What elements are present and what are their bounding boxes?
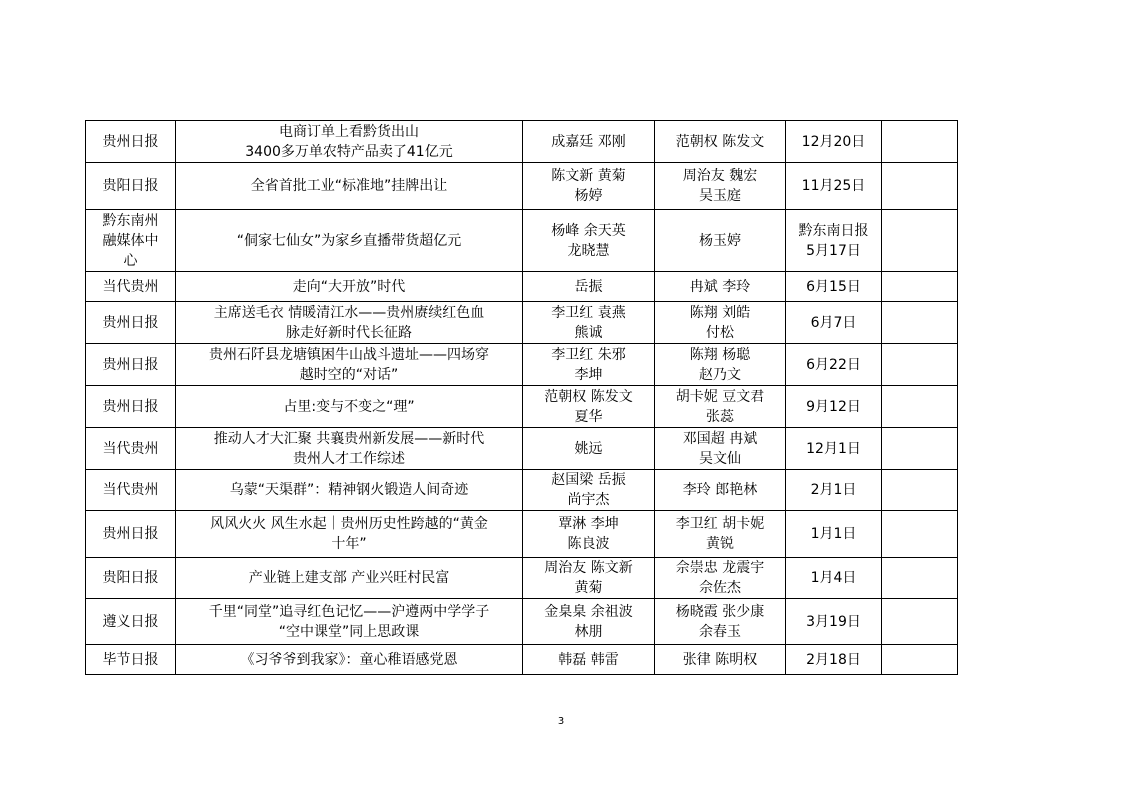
date-cell [786, 210, 882, 272]
outlet-text: 贵阳日报 [102, 570, 159, 586]
date-text: 3月19日 [806, 613, 861, 630]
date-text: 9月12日 [806, 398, 861, 415]
authors-cell [523, 558, 655, 599]
editors-text: 胡卡妮 豆文君 张蕊 [675, 388, 765, 425]
editors-text: 冉斌 李玲 [689, 278, 751, 295]
authors-cell [523, 470, 655, 511]
editors-cell [655, 645, 786, 675]
authors-cell [523, 344, 655, 386]
title-text: 产业链上建支部 产业兴旺村民富 [248, 570, 450, 586]
outlet-text: 贵州日报 [102, 398, 159, 415]
empty-cell [882, 272, 958, 302]
date-cell [786, 386, 882, 428]
title-cell [176, 302, 523, 344]
date-text: 6月22日 [806, 356, 861, 373]
outlet-text: 贵州日报 [102, 356, 159, 373]
table-row [86, 121, 958, 163]
title-text: 推动人才大汇聚 共襄贵州新发展——新时代 贵州人才工作综述 [213, 430, 485, 467]
date-text: 2月18日 [806, 651, 861, 668]
editors-cell [655, 558, 786, 599]
authors-text: 范朝权 陈发文 夏华 [544, 388, 633, 425]
table-row [86, 558, 958, 599]
date-text: 6月7日 [810, 314, 857, 331]
authors-cell [523, 272, 655, 302]
editors-text: 李卫红 胡卡妮 黄锐 [675, 516, 765, 552]
title-cell [176, 210, 523, 272]
title-cell [176, 428, 523, 470]
editors-text: 周治友 魏宏 吴玉庭 [682, 168, 758, 204]
editors-cell [655, 344, 786, 386]
date-cell [786, 428, 882, 470]
outlet-cell [86, 302, 176, 344]
date-text: 11月25日 [801, 178, 866, 194]
date-cell [786, 599, 882, 645]
title-text: 千里“同堂”追寻红色记忆——沪遵两中学学子 “空中课堂”同上思政课 [208, 603, 490, 640]
table-row [86, 428, 958, 470]
authors-text: 岳振 [574, 278, 603, 295]
outlet-cell [86, 210, 176, 272]
table-row [86, 163, 958, 210]
empty-cell [882, 344, 958, 386]
outlet-text: 遵义日报 [102, 613, 159, 630]
date-cell [786, 470, 882, 511]
editors-cell [655, 470, 786, 511]
editors-text: 邓国超 冉斌 吴文仙 [682, 430, 758, 467]
date-text: 12月20日 [801, 133, 866, 150]
outlet-text: 当代贵州 [102, 278, 159, 295]
table-row [86, 210, 958, 272]
table-row [86, 344, 958, 386]
editors-cell [655, 121, 786, 163]
date-cell [786, 645, 882, 675]
authors-text: 覃淋 李坤 陈良波 [558, 516, 619, 552]
title-cell [176, 511, 523, 558]
outlet-text: 贵州日报 [102, 314, 159, 331]
outlet-cell [86, 386, 176, 428]
editors-text: 佘崇忠 龙震宇 佘佐杰 [675, 560, 765, 596]
outlet-cell [86, 599, 176, 645]
date-text: 6月15日 [806, 278, 861, 295]
outlet-cell [86, 511, 176, 558]
outlet-text: 当代贵州 [102, 482, 159, 498]
editors-cell [655, 428, 786, 470]
table-row [86, 302, 958, 344]
date-text: 1月1日 [810, 526, 857, 542]
authors-text: 杨峰 余天英 龙晓慧 [551, 222, 626, 259]
empty-cell [882, 428, 958, 470]
editors-text: 杨玉婷 [699, 232, 741, 249]
date-cell [786, 302, 882, 344]
title-text: “侗家七仙女”为家乡直播带货超亿元 [236, 232, 462, 249]
outlet-cell [86, 428, 176, 470]
authors-text: 韩磊 韩雷 [558, 651, 619, 668]
table-row [86, 645, 958, 675]
outlet-text: 毕节日报 [102, 651, 159, 668]
authors-text: 姚远 [574, 440, 603, 457]
empty-cell [882, 210, 958, 272]
table-row [86, 272, 958, 302]
authors-text: 金臬臬 余祖波 林朋 [544, 603, 633, 640]
title-cell [176, 645, 523, 675]
authors-text: 周治友 陈文新 黄菊 [544, 560, 633, 596]
date-cell [786, 344, 882, 386]
date-cell [786, 272, 882, 302]
editors-cell [655, 599, 786, 645]
title-cell [176, 558, 523, 599]
empty-cell [882, 121, 958, 163]
editors-cell [655, 272, 786, 302]
outlet-text: 当代贵州 [102, 440, 159, 457]
editors-text: 范朝权 陈发文 [675, 133, 765, 150]
empty-cell [882, 302, 958, 344]
title-text: 贵州石阡县龙塘镇困牛山战斗遗址——四场穿 越时空的“对话” [209, 346, 489, 383]
title-text: 乌蒙“天渠群”：精神钢火锻造人间奇迹 [229, 482, 469, 498]
outlet-cell [86, 470, 176, 511]
date-text: 12月1日 [806, 440, 861, 457]
title-cell [176, 272, 523, 302]
outlet-text: 贵阳日报 [102, 178, 159, 194]
title-cell [176, 599, 523, 645]
outlet-cell [86, 272, 176, 302]
page-number: 3 [557, 716, 565, 727]
authors-cell [523, 302, 655, 344]
title-text: 电商订单上看黔货出山 3400多万单农特产品卖了41亿元 [245, 123, 453, 160]
title-text: 《习爷爷到我家》：童心稚语感党恩 [240, 651, 458, 668]
editors-text: 陈翔 刘皓 付松 [689, 304, 751, 341]
empty-cell [882, 558, 958, 599]
outlet-cell [86, 163, 176, 210]
empty-cell [882, 511, 958, 558]
outlet-cell [86, 121, 176, 163]
date-cell [786, 558, 882, 599]
title-cell [176, 121, 523, 163]
table-row [86, 599, 958, 645]
outlet-cell [86, 645, 176, 675]
authors-text: 李卫红 袁燕 熊诚 [551, 304, 626, 341]
authors-cell [523, 428, 655, 470]
title-cell [176, 470, 523, 511]
date-cell [786, 121, 882, 163]
empty-cell [882, 645, 958, 675]
title-cell [176, 386, 523, 428]
title-text: 占里:变与不变之“理” [283, 398, 415, 415]
editors-cell [655, 511, 786, 558]
outlet-cell [86, 344, 176, 386]
date-text: 1月4日 [810, 570, 857, 586]
editors-cell [655, 302, 786, 344]
table-row [86, 470, 958, 511]
editors-cell [655, 210, 786, 272]
authors-text: 赵国梁 岳振 尚宇杰 [551, 472, 626, 508]
outlet-text: 黔东南州 融媒体中 心 [102, 212, 159, 269]
authors-text: 陈文新 黄菊 杨婷 [551, 168, 626, 204]
authors-text: 成嘉廷 邓刚 [551, 133, 626, 150]
date-cell [786, 511, 882, 558]
authors-cell [523, 511, 655, 558]
editors-cell [655, 163, 786, 210]
outlet-text: 贵州日报 [102, 526, 159, 542]
table-row [86, 511, 958, 558]
date-text: 2月1日 [810, 482, 857, 498]
authors-cell [523, 386, 655, 428]
title-text: 风风火火 风生水起｜贵州历史性跨越的“黄金 十年” [210, 516, 488, 552]
title-text: 走向“大开放”时代 [292, 278, 406, 295]
editors-text: 张律 陈明权 [682, 651, 758, 668]
title-text: 主席送毛衣 情暖清江水——贵州赓续红色血 脉走好新时代长征路 [213, 304, 485, 341]
date-text: 黔东南日报 5月17日 [798, 222, 869, 259]
authors-cell [523, 163, 655, 210]
editors-cell [655, 386, 786, 428]
outlet-cell [86, 558, 176, 599]
title-cell [176, 344, 523, 386]
date-cell [786, 163, 882, 210]
authors-cell [523, 210, 655, 272]
title-cell [176, 163, 523, 210]
title-text: 全省首批工业“标准地”挂牌出让 [250, 178, 448, 194]
authors-cell [523, 599, 655, 645]
empty-cell [882, 163, 958, 210]
authors-text: 李卫红 朱邪 李坤 [551, 346, 626, 383]
authors-cell [523, 645, 655, 675]
editors-text: 杨晓霞 张少康 余春玉 [675, 603, 765, 640]
empty-cell [882, 599, 958, 645]
authors-cell [523, 121, 655, 163]
outlet-text: 贵州日报 [102, 133, 159, 150]
empty-cell [882, 386, 958, 428]
editors-text: 陈翔 杨聪 赵乃文 [689, 346, 751, 383]
empty-cell [882, 470, 958, 511]
editors-text: 李玲 郎艳林 [682, 482, 758, 498]
awards-table [85, 120, 958, 675]
table-row [86, 386, 958, 428]
